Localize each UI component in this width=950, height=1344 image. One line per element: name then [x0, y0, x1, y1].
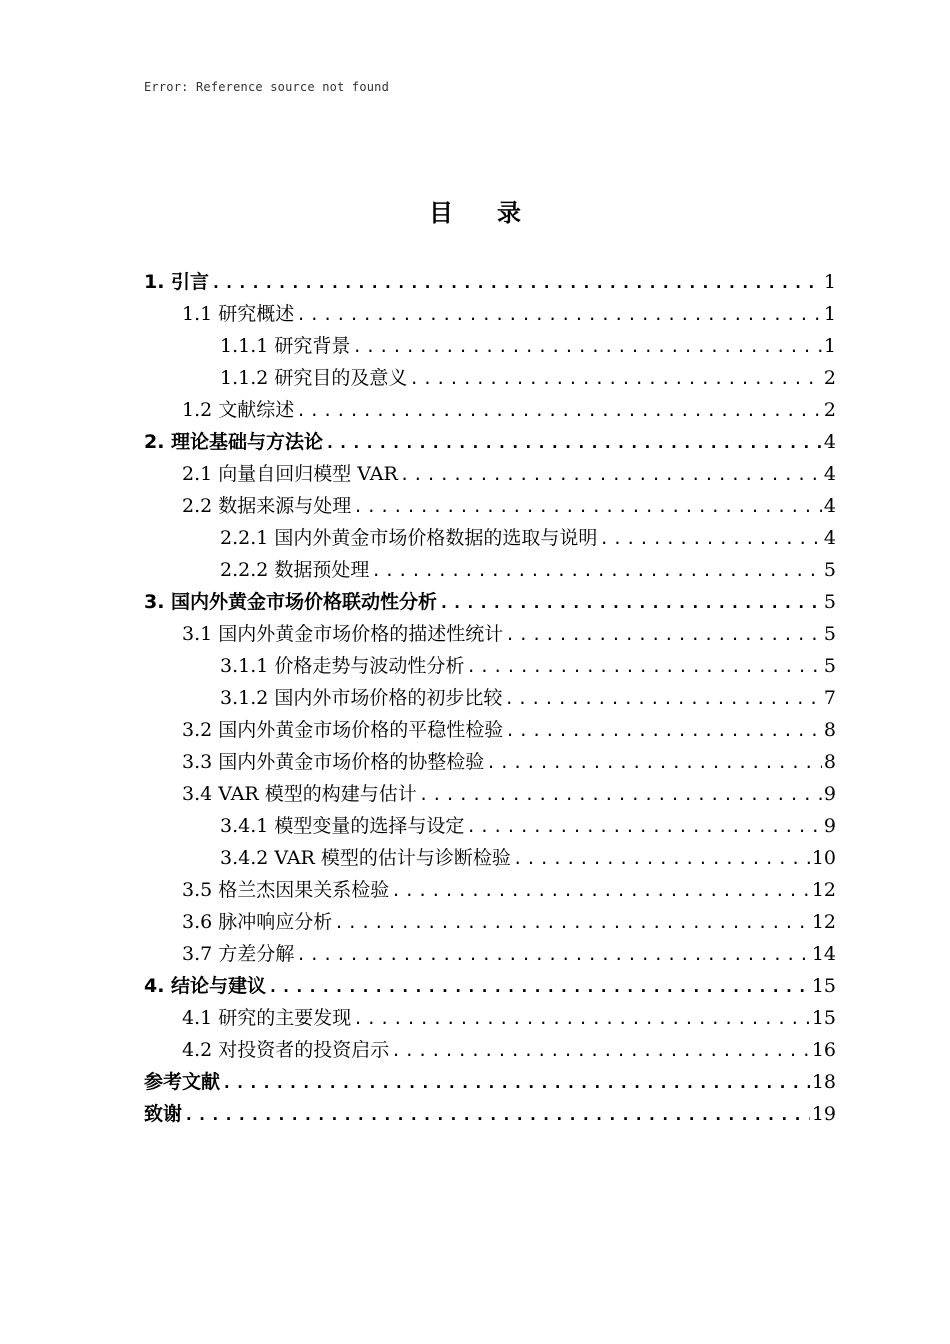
toc-entry-page-number: 5 [823, 655, 836, 677]
toc-entry-page-number: 1 [823, 303, 836, 325]
toc-entry-level-3[interactable] [220, 330, 836, 362]
toc-entry-level-1[interactable] [144, 1098, 836, 1130]
toc-entry-level-2[interactable] [182, 714, 836, 746]
toc-entry-label: 1.1.1 研究背景 [220, 335, 351, 357]
toc-entry-level-2[interactable] [182, 458, 836, 490]
toc-title [0, 193, 950, 228]
toc-entry-label: 3.3 国内外黄金市场价格的协整检验 [182, 751, 485, 773]
toc-entry-label: 3. 国内外黄金市场价格联动性分析 [144, 591, 438, 613]
toc-dot-leader [505, 619, 822, 650]
toc-entry-label: 4.1 研究的主要发现 [182, 1007, 352, 1029]
toc-title-char-2: 录 [497, 199, 521, 227]
toc-entry-page-number: 5 [823, 623, 836, 645]
toc-entry-level-3[interactable] [220, 362, 836, 394]
toc-entry-page-number: 1 [823, 271, 836, 293]
toc-entry-page-number: 19 [811, 1103, 836, 1125]
toc-entry-level-1[interactable] [144, 586, 836, 618]
toc-entry-label: 3.2 国内外黄金市场价格的平稳性检验 [182, 719, 504, 741]
toc-entry-page-number: 12 [811, 911, 836, 933]
toc-entry-label: 2. 理论基础与方法论 [144, 431, 324, 453]
toc-entry-page-number: 4 [823, 431, 836, 453]
toc-dot-leader [505, 715, 822, 746]
toc-entry-label: 1. 引言 [144, 271, 210, 293]
toc-entry-page-number: 4 [823, 463, 836, 485]
toc-entry-level-1[interactable] [144, 970, 836, 1002]
toc-dot-leader [353, 1003, 810, 1034]
toc-entry-label: 参考文献 [144, 1071, 221, 1093]
toc-entry-level-3[interactable] [220, 682, 836, 714]
toc-entry-level-1[interactable] [144, 426, 836, 458]
toc-dot-leader [419, 779, 822, 810]
toc-dot-leader [211, 267, 822, 298]
toc-entry-label: 4.2 对投资者的投资启示 [182, 1039, 390, 1061]
toc-entry-level-3[interactable] [220, 650, 836, 682]
toc-dot-leader [334, 907, 810, 938]
toc-dot-leader [296, 939, 810, 970]
toc-entry-level-3[interactable] [220, 810, 836, 842]
toc-entry-page-number: 9 [823, 783, 836, 805]
toc-entry-page-number: 2 [823, 367, 836, 389]
toc-entry-page-number: 16 [811, 1039, 836, 1061]
toc-entry-page-number: 18 [811, 1071, 836, 1093]
toc-entry-label: 2.2.2 数据预处理 [220, 559, 370, 581]
toc-dot-leader [222, 1067, 810, 1098]
toc-entry-label: 2.2 数据来源与处理 [182, 495, 352, 517]
toc-entry-label: 1.2 文献综述 [182, 399, 295, 421]
toc-entry-label: 2.1 向量自回归模型 VAR [182, 463, 398, 485]
toc-entry-level-3[interactable] [220, 842, 836, 874]
toc-entry-page-number: 12 [811, 879, 836, 901]
toc-dot-leader [268, 971, 810, 1002]
toc-entry-level-2[interactable] [182, 298, 836, 330]
toc-entry-label: 1.1 研究概述 [182, 303, 295, 325]
toc-entry-page-number: 15 [811, 975, 836, 997]
toc-entry-page-number: 9 [823, 815, 836, 837]
toc-entry-page-number: 1 [823, 335, 836, 357]
toc-entry-page-number: 2 [823, 399, 836, 421]
toc-entry-level-2[interactable] [182, 778, 836, 810]
toc-entry-page-number: 5 [823, 559, 836, 581]
toc-entry-label: 3.5 格兰杰因果关系检验 [182, 879, 390, 901]
header-error-note: Error: Reference source not found [144, 80, 390, 94]
toc-entry-page-number: 4 [823, 495, 836, 517]
toc-entry-label: 3.1.2 国内外市场价格的初步比较 [220, 687, 503, 709]
toc-entry-label: 1.1.2 研究目的及意义 [220, 367, 408, 389]
toc-dot-leader [599, 523, 822, 554]
toc-entry-level-2[interactable] [182, 1034, 836, 1066]
toc-dot-leader [400, 459, 822, 490]
toc-dot-leader [184, 1099, 810, 1130]
toc-entry-level-1[interactable] [144, 266, 836, 298]
toc-entry-level-2[interactable] [182, 874, 836, 906]
toc-dot-leader [296, 395, 822, 426]
toc-entry-level-3[interactable] [220, 522, 836, 554]
toc-entry-label: 3.4.2 VAR 模型的估计与诊断检验 [220, 847, 511, 869]
toc-entry-page-number: 8 [823, 719, 836, 741]
toc-entry-level-2[interactable] [182, 1002, 836, 1034]
toc-entry-level-1[interactable] [144, 1066, 836, 1098]
toc-entry-level-2[interactable] [182, 490, 836, 522]
toc-entry-level-2[interactable] [182, 938, 836, 970]
toc-entry-page-number: 4 [823, 527, 836, 549]
toc-dot-leader [439, 587, 822, 618]
toc-title-char-1: 目 [429, 199, 453, 227]
toc-entry-label: 致谢 [144, 1103, 183, 1125]
toc-dot-leader [353, 491, 822, 522]
toc-entry-page-number: 15 [811, 1007, 836, 1029]
toc-entry-label: 3.4 VAR 模型的构建与估计 [182, 783, 417, 805]
toc-entry-label: 2.2.1 国内外黄金市场价格数据的选取与说明 [220, 527, 598, 549]
toc-entry-level-3[interactable] [220, 554, 836, 586]
toc-dot-leader [296, 299, 822, 330]
toc-dot-leader [391, 1035, 810, 1066]
toc-entry-label: 3.6 脉冲响应分析 [182, 911, 333, 933]
toc-dot-leader [371, 555, 822, 586]
toc-entry-page-number: 8 [823, 751, 836, 773]
toc-entry-label: 3.7 方差分解 [182, 943, 295, 965]
toc-entry-label: 3.4.1 模型变量的选择与设定 [220, 815, 465, 837]
toc-dot-leader [352, 331, 822, 362]
toc-dot-leader [391, 875, 810, 906]
toc-entry-label: 3.1 国内外黄金市场价格的描述性统计 [182, 623, 504, 645]
toc-entry-page-number: 14 [811, 943, 836, 965]
toc-dot-leader [466, 811, 822, 842]
toc-dot-leader [466, 651, 822, 682]
toc-entry-label: 4. 结论与建议 [144, 975, 267, 997]
toc-entry-label: 3.1.1 价格走势与波动性分析 [220, 655, 465, 677]
toc-entry-level-2[interactable] [182, 394, 836, 426]
toc-dot-leader [325, 427, 822, 458]
toc-dot-leader [513, 843, 810, 874]
toc-entry-page-number: 10 [811, 847, 836, 869]
toc-entry-level-2[interactable] [182, 746, 836, 778]
toc-dot-leader [486, 747, 822, 778]
toc-entry-page-number: 5 [823, 591, 836, 613]
toc-entry-page-number: 7 [823, 687, 836, 709]
toc-dot-leader [409, 363, 822, 394]
toc-entry-level-2[interactable] [182, 906, 836, 938]
toc-entry-level-2[interactable] [182, 618, 836, 650]
toc-dot-leader [504, 683, 822, 714]
